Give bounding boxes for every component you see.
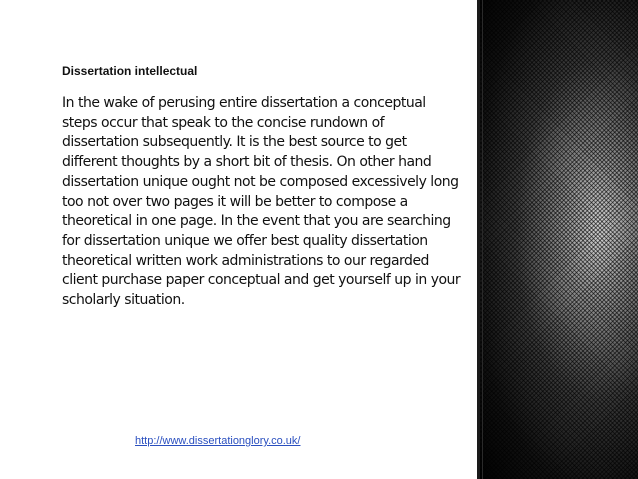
slide-body-text: In the wake of perusing entire dissertation a conceptual steps occur that speak to the concise rundown of dissertation subsequently. It is the best source to get different thoughts by a short bit of thesis. On other hand dissertation unique ought not be composed excessively long too not over two pages it will be better to compose a theoretical in one page. In the event that you are searching for dissertation unique we offer best quality dissertation theoretical written work administrations to our regarded client purchase paper conceptual and get yourself up in your scholarly situation. — [62, 95, 461, 309]
panel-divider-thin — [482, 0, 483, 479]
panel-divider — [477, 0, 480, 479]
decorative-metal-panel — [477, 0, 638, 479]
slide-title: Dissertation intellectual — [62, 64, 198, 78]
website-link[interactable]: http://www.dissertationglory.co.uk/ — [135, 435, 301, 447]
